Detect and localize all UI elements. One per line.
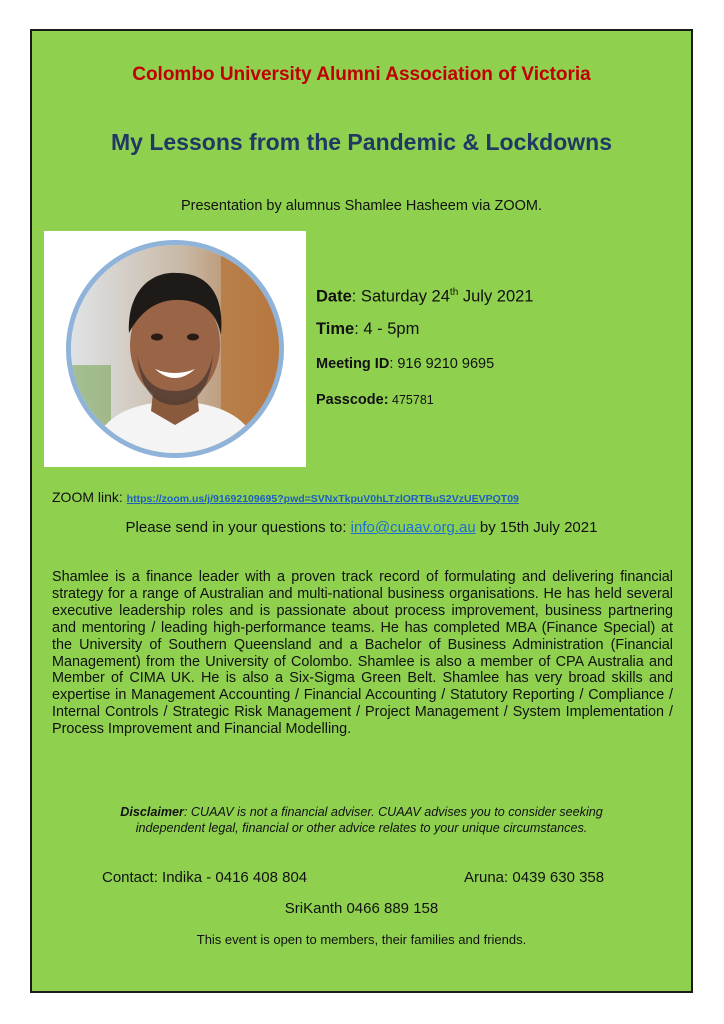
meeting-id: [316, 356, 494, 372]
zoom-link[interactable]: https://zoom.us/j/91692109695?pwd=SVNxTkpuV0hLTzlORTBuS2VzUEVPQT09: [126, 493, 519, 505]
zoom-label: ZOOM link:: [52, 489, 123, 505]
zoom-link-line: [52, 489, 519, 505]
disclaimer-line-1: [32, 804, 691, 820]
questions-line: [32, 519, 691, 536]
disclaimer-text-1: : CUAAV is not a financial adviser. CUAAV advises you to consider seeking: [183, 805, 603, 819]
event-title: My Lessons from the Pandemic & Lockdowns: [111, 129, 612, 155]
presenter-portrait-icon: [71, 245, 279, 453]
passcode: [316, 392, 434, 408]
org-name: Colombo University Alumni Association of Victoria: [132, 64, 591, 85]
presenter-photo: [66, 240, 284, 458]
presenter-line: Presentation by alumnus Shamlee Hasheem via ZOOM.: [180, 198, 543, 214]
time-label: Time: [316, 320, 355, 338]
photo-frame: [44, 231, 306, 467]
disclaimer: [32, 804, 691, 836]
disclaimer-line-2: independent legal, financial or other advice relates to your unique circumstances.: [135, 821, 588, 835]
passcode-label: Passcode:: [316, 392, 389, 408]
event-flyer: [30, 29, 693, 993]
open-event-note: This event is open to members, their families and friends.: [196, 932, 527, 947]
date-prefix: : Saturday 24: [351, 287, 450, 306]
presenter-bio: Shamlee is a finance leader with a proven track record of formulating and delivering financial strategy for a range of Australian and multi-national business organisations. He has held several executive leadership roles and is passionate about process improvement, business partnering and mentoring / leading high-performance teams. He has completed MBA (Finance Special) at the University of Southern Queensland and a Bachelor of Business Administration (Financial Management) from the University of Colombo. Shamlee is also a member of CPA Australia and Member of CIMA UK. He is also a Six-Sigma Green Belt. Shamlee has very broad skills and expertise in Management Accounting / Financial Accounting / Statutory Reporting / Compliance / Internal Controls / Strategic Risk Management / Project Management / System Implementation / Process Improvement and Financial Modelling.: [52, 569, 673, 738]
contact-srikanth: SriKanth 0466 889 158: [284, 900, 439, 917]
date-suffix: July 2021: [458, 287, 534, 306]
contact-aruna: Aruna: 0439 630 358: [464, 869, 605, 886]
meeting-label: Meeting ID: [316, 356, 390, 372]
passcode-value: 475781: [388, 393, 434, 407]
event-time: [316, 320, 419, 339]
email-link[interactable]: info@cuaav.org.au: [350, 519, 476, 536]
time-value: : 4 - 5pm: [354, 320, 420, 338]
date-label: Date: [316, 287, 352, 306]
date-sup: th: [449, 287, 459, 298]
event-date: [316, 287, 533, 307]
meeting-value: : 916 9210 9695: [389, 356, 495, 372]
questions-suffix: by 15th July 2021: [479, 519, 598, 536]
questions-prefix: Please send in your questions to:: [125, 519, 347, 536]
contact-indika: Contact: Indika - 0416 408 804: [102, 869, 308, 886]
disclaimer-lead: Disclaimer: [120, 805, 184, 819]
